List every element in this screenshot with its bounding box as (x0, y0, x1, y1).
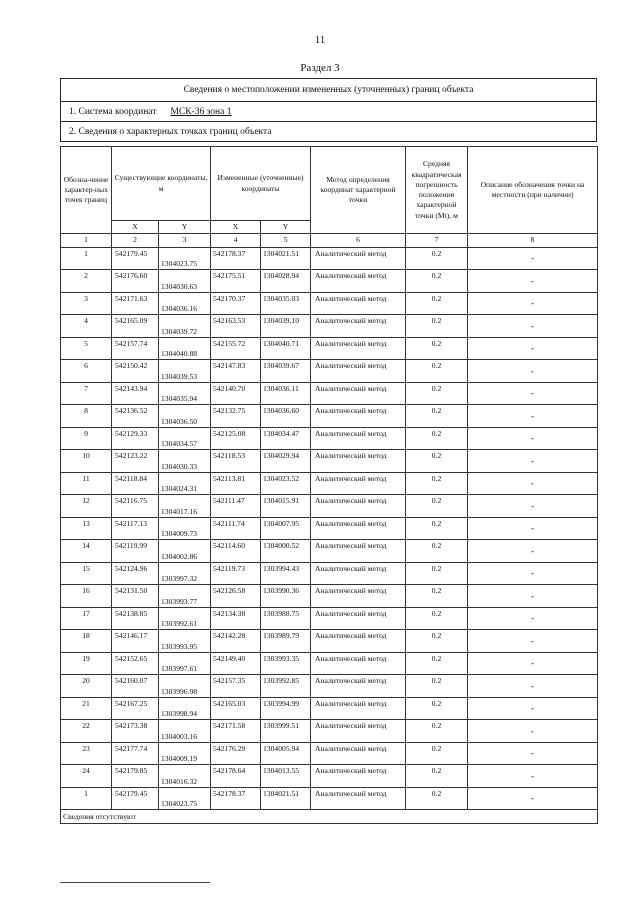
existing-y-cell: 1304036.50 (159, 405, 211, 428)
changed-y-cell: 1304021.51 (261, 247, 311, 270)
existing-y-cell: 1304009.73 (159, 517, 211, 540)
column-number: 1 (61, 234, 112, 247)
error-cell: 0.2 (406, 540, 468, 563)
changed-x-cell: 542132.75 (211, 405, 261, 428)
changed-x-cell: 542111.47 (211, 495, 261, 518)
description-cell: - (468, 652, 598, 675)
table-row (61, 360, 598, 383)
description-cell: - (468, 720, 598, 743)
error-cell: 0.2 (406, 562, 468, 585)
method-cell: Аналитический метод (311, 765, 406, 788)
point-number-cell: 2 (61, 270, 112, 293)
existing-y-cell: 1304035.94 (159, 382, 211, 405)
method-cell: Аналитический метод (311, 382, 406, 405)
description-cell: - (468, 765, 598, 788)
changed-x-cell: 542178.37 (211, 247, 261, 270)
existing-y-cell: 1304039.72 (159, 315, 211, 338)
changed-y-cell: 1303990.36 (261, 585, 311, 608)
method-cell: Аналитический метод (311, 472, 406, 495)
error-cell: 0.2 (406, 427, 468, 450)
table-row (61, 450, 598, 473)
description-cell: - (468, 337, 598, 360)
point-number-cell: 12 (61, 495, 112, 518)
existing-x-cell: 542136.52 (112, 405, 159, 428)
section-title: Раздел 3 (300, 62, 340, 74)
changed-y-cell: 1303999.51 (261, 720, 311, 743)
col-description-header: Описание обозначения точки на местности (при наличии) (468, 147, 598, 234)
changed-y-cell: 1304035.03 (261, 292, 311, 315)
existing-y-cell: 1304017.16 (159, 495, 211, 518)
point-number-cell: 16 (61, 585, 112, 608)
coord-system-row (61, 101, 596, 121)
error-cell: 0.2 (406, 382, 468, 405)
description-cell: - (468, 585, 598, 608)
error-cell: 0.2 (406, 270, 468, 293)
method-cell: Аналитический метод (311, 630, 406, 653)
point-number-cell: 15 (61, 562, 112, 585)
point-number-cell: 1 (61, 787, 112, 810)
method-cell: Аналитический метод (311, 517, 406, 540)
point-number-cell: 8 (61, 405, 112, 428)
changed-x-cell: 542178.64 (211, 765, 261, 788)
existing-x-cell: 542171.63 (112, 292, 159, 315)
existing-y-cell: 1304016.32 (159, 765, 211, 788)
existing-y-cell: 1303993.95 (159, 630, 211, 653)
header-title: Сведения о местоположении измененных (уточненных) границ объекта (183, 85, 474, 95)
boundary-points-table (60, 146, 598, 824)
column-number-row (61, 234, 598, 247)
method-cell: Аналитический метод (311, 787, 406, 810)
existing-y-cell: 1304036.16 (159, 292, 211, 315)
changed-x-cell: 542155.72 (211, 337, 261, 360)
method-cell: Аналитический метод (311, 450, 406, 473)
method-cell: Аналитический метод (311, 495, 406, 518)
changed-y-cell: 1303988.75 (261, 607, 311, 630)
points-info-row (61, 121, 596, 141)
existing-y-cell: 1304040.88 (159, 337, 211, 360)
description-cell: - (468, 787, 598, 810)
existing-x-cell: 542118.84 (112, 472, 159, 495)
table-row (61, 427, 598, 450)
coord-system-value: МСК-36 зона 1 (170, 106, 232, 117)
changed-x-cell: 542134.38 (211, 607, 261, 630)
existing-x-cell: 542176.60 (112, 270, 159, 293)
existing-x-cell: 542131.50 (112, 585, 159, 608)
existing-y-cell: 1304030.33 (159, 450, 211, 473)
changed-x-cell: 542118.53 (211, 450, 261, 473)
point-number-cell: 24 (61, 765, 112, 788)
description-cell: - (468, 382, 598, 405)
existing-y-cell: 1304030.63 (159, 270, 211, 293)
col-method-header: Метод определения координат характерной точки (311, 147, 406, 234)
changed-y-cell: 1304029.94 (261, 450, 311, 473)
changed-y-cell: 1303993.35 (261, 652, 311, 675)
changed-y-header: Y (261, 221, 311, 234)
existing-x-cell: 542167.25 (112, 697, 159, 720)
description-cell: - (468, 607, 598, 630)
changed-x-cell: 542119.73 (211, 562, 261, 585)
existing-y-cell: 1303996.98 (159, 675, 211, 698)
point-number-cell: 18 (61, 630, 112, 653)
error-cell: 0.2 (406, 720, 468, 743)
method-cell: Аналитический метод (311, 652, 406, 675)
description-cell: - (468, 247, 598, 270)
error-cell: 0.2 (406, 585, 468, 608)
error-cell: 0.2 (406, 765, 468, 788)
error-cell: 0.2 (406, 652, 468, 675)
method-cell: Аналитический метод (311, 270, 406, 293)
existing-y-cell: 1304023.75 (159, 787, 211, 810)
existing-x-cell: 542165.09 (112, 315, 159, 338)
point-number-cell: 22 (61, 720, 112, 743)
error-cell: 0.2 (406, 472, 468, 495)
point-number-cell: 3 (61, 292, 112, 315)
description-cell: - (468, 675, 598, 698)
method-cell: Аналитический метод (311, 720, 406, 743)
point-number-cell: 14 (61, 540, 112, 563)
column-number: 4 (211, 234, 261, 247)
existing-x-cell: 542119.99 (112, 540, 159, 563)
coord-system-label: 1. Система координат (69, 106, 157, 117)
column-number: 6 (311, 234, 406, 247)
error-cell: 0.2 (406, 405, 468, 428)
existing-x-cell: 542157.74 (112, 337, 159, 360)
changed-x-cell: 542125.08 (211, 427, 261, 450)
footnote-divider (60, 882, 210, 883)
table-row (61, 675, 598, 698)
changed-y-cell: 1304000.52 (261, 540, 311, 563)
changed-y-cell: 1304036.60 (261, 405, 311, 428)
method-cell: Аналитический метод (311, 427, 406, 450)
existing-x-cell: 542152.65 (112, 652, 159, 675)
description-cell: - (468, 495, 598, 518)
changed-x-cell: 542163.53 (211, 315, 261, 338)
existing-x-cell: 542138.85 (112, 607, 159, 630)
changed-y-cell: 1303989.79 (261, 630, 311, 653)
table-row (61, 270, 598, 293)
existing-x-cell: 542179.85 (112, 765, 159, 788)
changed-y-cell: 1304028.94 (261, 270, 311, 293)
error-cell: 0.2 (406, 697, 468, 720)
description-cell: - (468, 450, 598, 473)
changed-y-cell: 1304015.91 (261, 495, 311, 518)
note-row (61, 810, 598, 824)
col-designation-header: Обозна-чение характер-ных точек границ (61, 147, 112, 234)
table-row (61, 720, 598, 743)
existing-x-cell: 542173.38 (112, 720, 159, 743)
point-number-cell: 6 (61, 360, 112, 383)
changed-x-cell: 542126.58 (211, 585, 261, 608)
changed-x-cell: 542165.03 (211, 697, 261, 720)
existing-x-cell: 542179.45 (112, 247, 159, 270)
table-row (61, 765, 598, 788)
method-cell: Аналитический метод (311, 607, 406, 630)
point-number-cell: 1 (61, 247, 112, 270)
changed-y-cell: 1304034.47 (261, 427, 311, 450)
error-cell: 0.2 (406, 315, 468, 338)
col-existing-header: Существующие координаты, м (112, 147, 211, 221)
existing-x-cell: 542124.96 (112, 562, 159, 585)
existing-x-cell: 542150.42 (112, 360, 159, 383)
table-row (61, 382, 598, 405)
point-number-cell: 13 (61, 517, 112, 540)
existing-x-cell: 542143.94 (112, 382, 159, 405)
table-row (61, 472, 598, 495)
changed-x-cell: 542178.37 (211, 787, 261, 810)
changed-x-cell: 542157.35 (211, 675, 261, 698)
point-number-cell: 23 (61, 742, 112, 765)
existing-x-cell: 542179.45 (112, 787, 159, 810)
description-cell: - (468, 360, 598, 383)
changed-x-cell: 542113.81 (211, 472, 261, 495)
existing-y-cell: 1303998.94 (159, 697, 211, 720)
existing-y-cell: 1304039.53 (159, 360, 211, 383)
existing-y-cell: 1303992.61 (159, 607, 211, 630)
table-row (61, 540, 598, 563)
changed-y-cell: 1303994.43 (261, 562, 311, 585)
existing-y-cell: 1304009.19 (159, 742, 211, 765)
existing-x-cell: 542123.22 (112, 450, 159, 473)
error-cell: 0.2 (406, 607, 468, 630)
changed-x-cell: 542149.40 (211, 652, 261, 675)
description-cell: - (468, 270, 598, 293)
changed-y-cell: 1304007.95 (261, 517, 311, 540)
table-row (61, 697, 598, 720)
changed-x-cell: 542170.37 (211, 292, 261, 315)
changed-y-cell: 1304039.67 (261, 360, 311, 383)
method-cell: Аналитический метод (311, 292, 406, 315)
existing-y-cell: 1304024.31 (159, 472, 211, 495)
point-number-cell: 19 (61, 652, 112, 675)
method-cell: Аналитический метод (311, 562, 406, 585)
method-cell: Аналитический метод (311, 247, 406, 270)
table-row (61, 337, 598, 360)
error-cell: 0.2 (406, 247, 468, 270)
table-row (61, 315, 598, 338)
existing-y-cell: 1304003.16 (159, 720, 211, 743)
point-number-cell: 7 (61, 382, 112, 405)
error-cell: 0.2 (406, 495, 468, 518)
description-cell: - (468, 427, 598, 450)
changed-y-cell: 1304021.51 (261, 787, 311, 810)
header-title-row (61, 79, 596, 101)
changed-x-cell: 542142.28 (211, 630, 261, 653)
changed-y-cell: 1304023.52 (261, 472, 311, 495)
existing-y-cell: 1304023.75 (159, 247, 211, 270)
method-cell: Аналитический метод (311, 315, 406, 338)
error-cell: 0.2 (406, 450, 468, 473)
existing-y-cell: 1304034.57 (159, 427, 211, 450)
table-row (61, 517, 598, 540)
point-number-cell: 9 (61, 427, 112, 450)
changed-x-cell: 542176.29 (211, 742, 261, 765)
changed-y-cell: 1304036.11 (261, 382, 311, 405)
point-number-cell: 20 (61, 675, 112, 698)
description-cell: - (468, 630, 598, 653)
existing-x-cell: 542117.13 (112, 517, 159, 540)
existing-y-cell: 1304002.86 (159, 540, 211, 563)
error-cell: 0.2 (406, 630, 468, 653)
table-row (61, 562, 598, 585)
existing-y-cell: 1303997.32 (159, 562, 211, 585)
method-cell: Аналитический метод (311, 742, 406, 765)
changed-x-cell: 542111.74 (211, 517, 261, 540)
col-changed-header: Измененные (уточненные) координаты (211, 147, 311, 221)
table-row (61, 787, 598, 810)
table-row (61, 292, 598, 315)
description-cell: - (468, 292, 598, 315)
table-row (61, 607, 598, 630)
existing-x-cell: 542160.07 (112, 675, 159, 698)
table-row (61, 742, 598, 765)
point-number-cell: 17 (61, 607, 112, 630)
column-number: 8 (468, 234, 598, 247)
changed-y-cell: 1303994.99 (261, 697, 311, 720)
column-number: 3 (159, 234, 211, 247)
point-number-cell: 10 (61, 450, 112, 473)
changed-x-cell: 542175.51 (211, 270, 261, 293)
points-info-label: 2. Сведения о характерных точках границ объекта (69, 126, 272, 137)
description-cell: - (468, 405, 598, 428)
description-cell: - (468, 697, 598, 720)
section-header-block (60, 78, 597, 142)
description-cell: - (468, 472, 598, 495)
header-row-main (61, 147, 598, 221)
error-cell: 0.2 (406, 517, 468, 540)
method-cell: Аналитический метод (311, 405, 406, 428)
description-cell: - (468, 517, 598, 540)
changed-y-cell: 1304039.10 (261, 315, 311, 338)
changed-x-cell: 542147.83 (211, 360, 261, 383)
method-cell: Аналитический метод (311, 585, 406, 608)
point-number-cell: 5 (61, 337, 112, 360)
method-cell: Аналитический метод (311, 337, 406, 360)
description-cell: - (468, 315, 598, 338)
existing-y-cell: 1303997.61 (159, 652, 211, 675)
error-cell: 0.2 (406, 675, 468, 698)
method-cell: Аналитический метод (311, 360, 406, 383)
table-row (61, 630, 598, 653)
description-cell: - (468, 742, 598, 765)
changed-y-cell: 1304013.55 (261, 765, 311, 788)
table-row (61, 585, 598, 608)
column-number: 7 (406, 234, 468, 247)
note-cell: Сведения отсутствуют (61, 810, 598, 824)
method-cell: Аналитический метод (311, 697, 406, 720)
col-error-header: Средняя квадратическая погрешность положения характерной точки (Mt), м (406, 147, 468, 234)
table-row (61, 405, 598, 428)
error-cell: 0.2 (406, 292, 468, 315)
point-number-cell: 4 (61, 315, 112, 338)
existing-x-cell: 542116.75 (112, 495, 159, 518)
error-cell: 0.2 (406, 360, 468, 383)
existing-x-cell: 542146.17 (112, 630, 159, 653)
table-row (61, 652, 598, 675)
method-cell: Аналитический метод (311, 540, 406, 563)
existing-x-cell: 542177.74 (112, 742, 159, 765)
existing-y-cell: 1303993.77 (159, 585, 211, 608)
changed-y-cell: 1304040.71 (261, 337, 311, 360)
description-cell: - (468, 562, 598, 585)
existing-y-header: Y (159, 221, 211, 234)
error-cell: 0.2 (406, 787, 468, 810)
method-cell: Аналитический метод (311, 675, 406, 698)
column-number: 2 (112, 234, 159, 247)
error-cell: 0.2 (406, 742, 468, 765)
changed-x-header: X (211, 221, 261, 234)
changed-y-cell: 1304005.94 (261, 742, 311, 765)
changed-y-cell: 1303992.85 (261, 675, 311, 698)
point-number-cell: 21 (61, 697, 112, 720)
existing-x-header: X (112, 221, 159, 234)
column-number: 5 (261, 234, 311, 247)
table-row (61, 247, 598, 270)
existing-x-cell: 542129.33 (112, 427, 159, 450)
table-row (61, 495, 598, 518)
changed-x-cell: 542140.70 (211, 382, 261, 405)
changed-x-cell: 542114.60 (211, 540, 261, 563)
table-body (61, 247, 598, 824)
description-cell: - (468, 540, 598, 563)
error-cell: 0.2 (406, 337, 468, 360)
page-number: 11 (314, 34, 326, 46)
changed-x-cell: 542171.58 (211, 720, 261, 743)
point-number-cell: 11 (61, 472, 112, 495)
